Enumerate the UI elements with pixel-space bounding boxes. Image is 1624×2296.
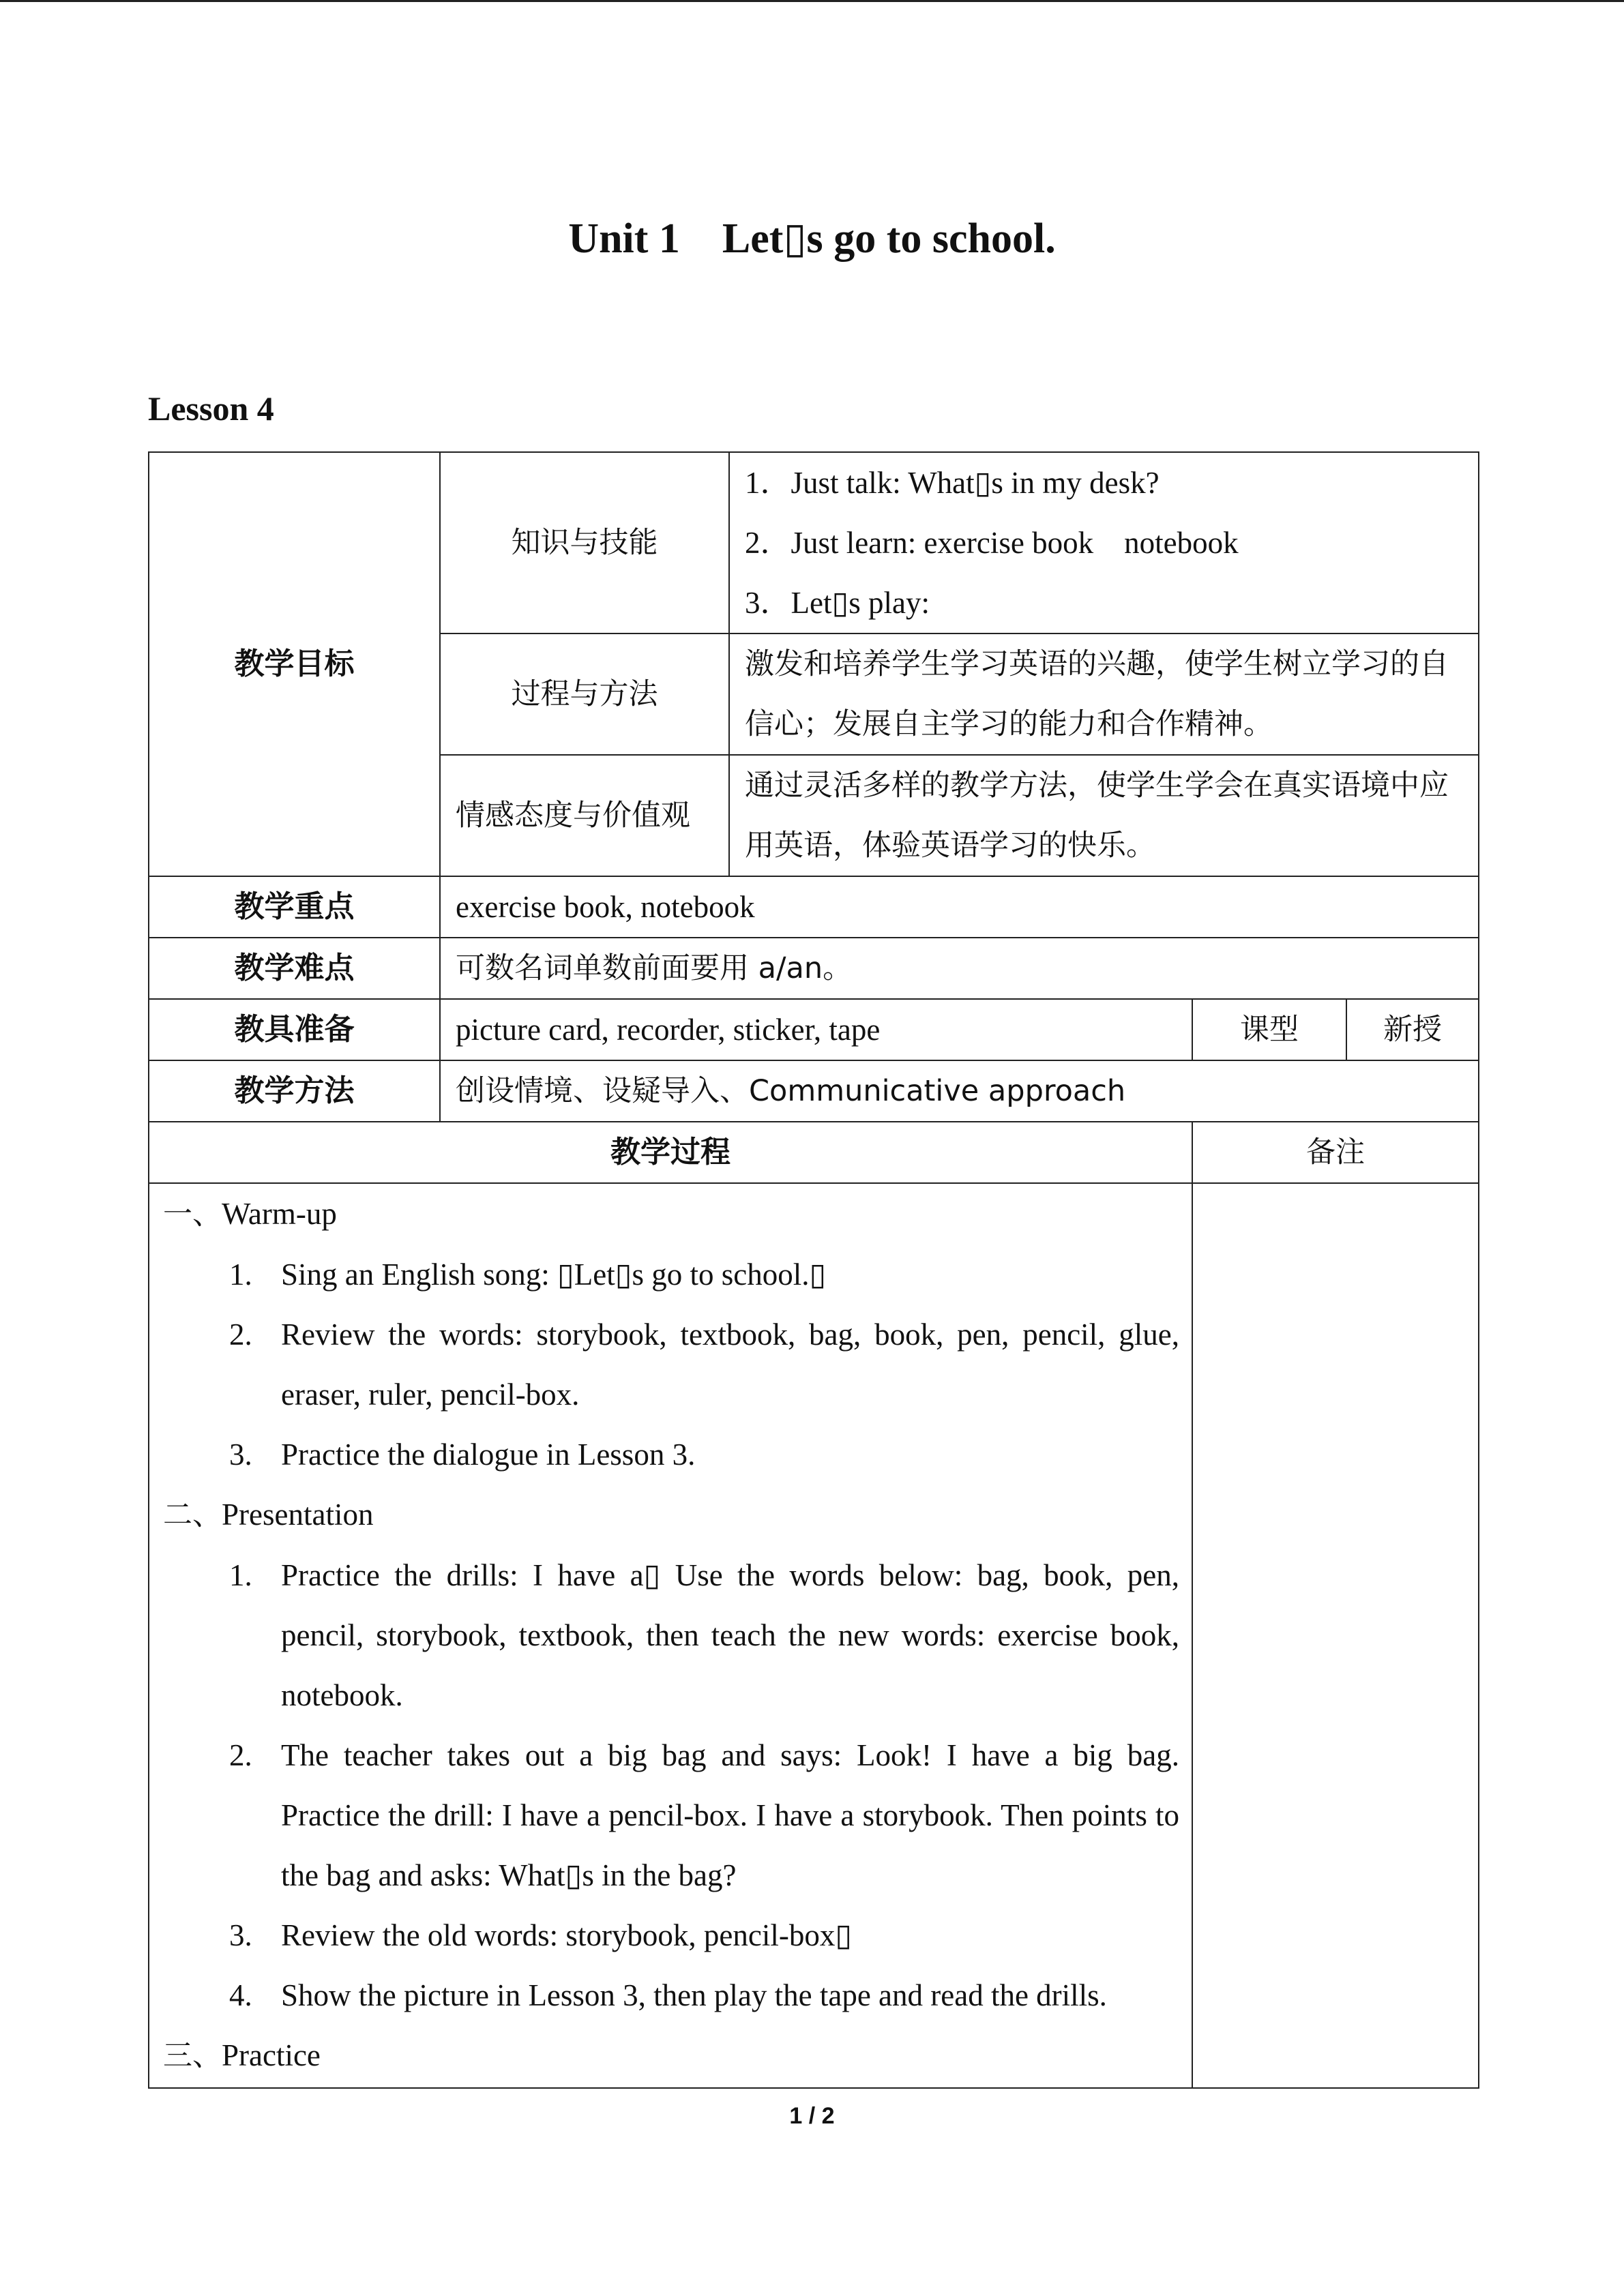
section-practice [163,2025,1179,2086]
lesson-heading: Lesson 4 [148,389,274,428]
list-item: 1. Practice the drills: I have a▯ Use the words below: bag, book, pen, pencil, storybook, textbook, then teach the new words: exercise book, notebook. [229,1558,1179,1712]
aids-row [149,999,1479,1060]
knowledge-line-1: 1．Just talk: What▯s in my desk? [745,466,1160,500]
list-item: 2. The teacher takes out a big bag and says: Look! I have a big bag. Practice the drill: I have a pencil-box. I have a storybook. Then points to the bag and asks: What▯s in the bag? [229,1738,1179,1892]
method-row [149,1060,1479,1122]
knowledge-line-3: 3．Let▯s play: [745,586,930,620]
process-body-row [149,1183,1479,2088]
aids-value: picture card, recorder, sticker, tape [440,999,1192,1060]
lesson-type-value: 新授 [1346,999,1479,1060]
notes-cell [1192,1183,1479,2088]
objectives-label: 教学目标 [149,452,440,876]
list-item: 2. Review the words: storybook, textbook, bag, book, pen, pencil, glue, eraser, ruler, pencil-box. [229,1317,1179,1412]
knowledge-content [729,452,1479,633]
list-item: 4. Show the picture in Lesson 3, then play the tape and read the drills. [229,1978,1107,2012]
method-value: 创设情境、设疑导入、Communicative approach [440,1060,1479,1122]
key-points-label: 教学重点 [149,876,440,938]
key-points-value: exercise book, notebook [440,876,1479,938]
difficulties-value: 可数名词单数前面要用 a/an。 [440,938,1479,999]
section-warm-up [163,1184,1179,1485]
process-method-text: 激发和培养学生学习英语的兴趣，使学生树立学习的自信心；发展自主学习的能力和合作精神。 [729,633,1479,755]
section-heading: 三、Practice [163,2038,321,2073]
list-item: 3. Practice the dialogue in Lesson 3. [229,1437,696,1472]
emotion-label: 情感态度与价值观 [440,755,729,876]
list-item: 1. Sing an English song: ▯Let▯s go to school.▯ [229,1257,827,1292]
objectives-row-knowledge [149,452,1479,633]
page-number: 1 / 2 [789,2103,835,2129]
process-content [149,1183,1192,2088]
top-border-line [0,0,1624,2]
aids-label: 教具准备 [149,999,440,1060]
lesson-type-label: 课型 [1192,999,1346,1060]
difficulties-label: 教学难点 [149,938,440,999]
difficulties-row [149,938,1479,999]
emotion-text: 通过灵活多样的教学方法，使学生学会在真实语境中应用英语，体验英语学习的快乐。 [729,755,1479,876]
knowledge-label: 知识与技能 [440,452,729,633]
notes-header: 备注 [1192,1122,1479,1183]
key-points-row [149,876,1479,938]
list-item: 3. Review the old words: storybook, pencil-box▯ [229,1918,853,1952]
process-header: 教学过程 [149,1122,1192,1183]
process-header-row [149,1122,1479,1183]
section-heading: 二、Presentation [163,1497,374,1532]
section-presentation [163,1485,1179,2025]
process-method-label: 过程与方法 [440,633,729,755]
method-label: 教学方法 [149,1060,440,1122]
knowledge-line-2: 2．Just learn: exercise book notebook [745,526,1239,560]
lesson-plan-table [148,451,1479,2089]
document-title: Unit 1 Let▯s go to school. [568,215,1056,262]
section-heading: 一、Warm-up [163,1197,337,1232]
